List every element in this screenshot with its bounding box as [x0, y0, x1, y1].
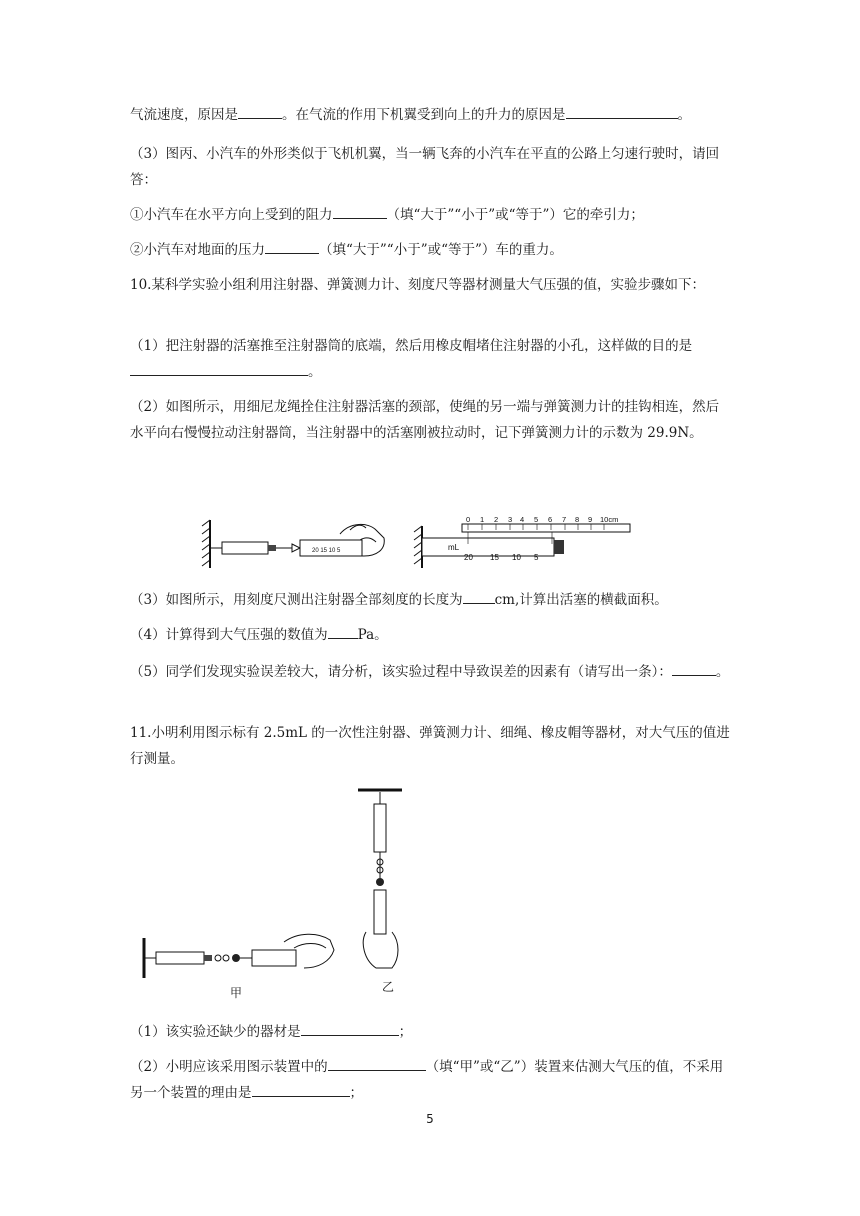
- text: ；: [398, 1024, 413, 1040]
- question-10-3: [130, 587, 730, 613]
- question-11-stem: 11.小明利用图示标有 2.5mL 的一次性注射器、弹簧测力计、细绳、橡皮帽等器材，对大气压的值进行测量。: [130, 725, 730, 767]
- text: （2）小明应该采用图示装置中的: [130, 1059, 328, 1075]
- answer-blank[interactable]: [301, 1021, 399, 1036]
- question-10-5: [130, 659, 730, 685]
- syringe-unit: mL: [448, 543, 460, 552]
- text: 。在气流的作用下机翼受到向上的升力的原因是: [282, 107, 566, 123]
- text: 。: [308, 364, 322, 380]
- answer-blank[interactable]: [672, 661, 716, 676]
- text: （5）同学们发现实验误差较大，请分析，该实验过程中导致误差的因素有（请写出一条）：: [130, 664, 672, 680]
- caption-yi: 乙: [382, 980, 395, 994]
- ruler-tick-3: 3: [508, 515, 513, 524]
- text: Pa。: [357, 627, 388, 643]
- ruler-tick-4: 4: [520, 515, 525, 524]
- ruler-tick-7: 7: [562, 515, 567, 524]
- ruler-tick-0: 0: [466, 515, 471, 524]
- syringe-mark-15: 15: [490, 553, 499, 562]
- answer-blank[interactable]: [238, 104, 282, 119]
- question-10-stem: 10.某科学实验小组利用注射器、弹簧测力计、刻度尺等器材测量大气压强的值，实验步骤如下：: [130, 277, 705, 293]
- text: （填“甲”或“乙”）装置来估测大气压的值，不采用另一个装置的理由是: [130, 1059, 724, 1101]
- answer-blank[interactable]: [463, 589, 495, 604]
- ruler-tick-6: 6: [548, 515, 553, 524]
- text: ；: [349, 1085, 363, 1101]
- text: （3）如图所示，用刻度尺测出注射器全部刻度的长度为: [130, 592, 463, 608]
- ruler-tick-9: 9: [588, 515, 593, 524]
- text: cm,计算出活塞的横截面积。: [494, 592, 668, 608]
- question-10-2: （2）如图所示，用细尼龙绳拴住注射器活塞的颈部，使绳的另一端与弹簧测力计的挂钩相连，然后水平向右慢慢拉动注射器筒，当注射器中的活塞刚被拉动时，记下弹簧测力计的示数为 29.9N。: [130, 399, 720, 441]
- page-number: 5: [426, 1112, 434, 1126]
- text: （填“大于”“小于”或“等于”）车的重力。: [319, 242, 563, 258]
- text: （填“大于”“小于”或“等于”）它的牵引力；: [386, 207, 644, 223]
- answer-blank[interactable]: [265, 239, 319, 254]
- ruler-tick-8: 8: [575, 515, 580, 524]
- text: ①小汽车在水平方向上受到的阻力: [130, 207, 333, 223]
- question-11-2: [130, 1054, 730, 1106]
- caption-jia: 甲: [230, 986, 243, 1000]
- text: （1）该实验还缺少的器材是: [130, 1024, 301, 1040]
- ruler-tick-1: 1: [480, 515, 485, 524]
- answer-blank[interactable]: [328, 624, 358, 639]
- text: （4）计算得到大气压强的数值为: [130, 627, 328, 643]
- line-1: [130, 102, 730, 128]
- question-10-4: [130, 622, 730, 648]
- figure-apparatus: [134, 782, 374, 990]
- syringe-mark-10: 10: [512, 553, 521, 562]
- question-9-3: （3）图丙、小汽车的外形类似于飞机机翼，当一辆飞奔的小汽车在平直的公路上匀速行驶时，请回答：: [130, 146, 720, 188]
- text: （1）把注射器的活塞推至注射器筒的底端，然后用橡皮帽堵住注射器的小孔，这样做的目的是: [130, 338, 693, 354]
- question-10-1: [130, 333, 730, 385]
- question-9-3-b: [130, 237, 730, 263]
- answer-blank[interactable]: [566, 104, 678, 119]
- syringe-mark-small: 20 15 10 5: [312, 548, 341, 554]
- ruler-tick-5: 5: [534, 515, 539, 524]
- figure-syringe-ruler: [200, 510, 619, 570]
- question-9-3-a: [130, 202, 730, 228]
- text: 。: [715, 664, 730, 680]
- syringe-mark-5: 5: [534, 553, 539, 562]
- text: 气流速度，原因是: [130, 107, 238, 123]
- text: ②小汽车对地面的压力: [130, 242, 265, 258]
- ruler-tick-2: 2: [494, 515, 499, 524]
- answer-blank[interactable]: [252, 1082, 350, 1097]
- ruler-tick-10: 10cm: [600, 515, 619, 524]
- answer-blank[interactable]: [333, 204, 387, 219]
- answer-blank[interactable]: [328, 1056, 426, 1071]
- question-11-1: [130, 1019, 730, 1045]
- answer-blank[interactable]: [130, 361, 308, 376]
- text: 。: [677, 107, 691, 123]
- syringe-mark-20: 20: [464, 553, 473, 562]
